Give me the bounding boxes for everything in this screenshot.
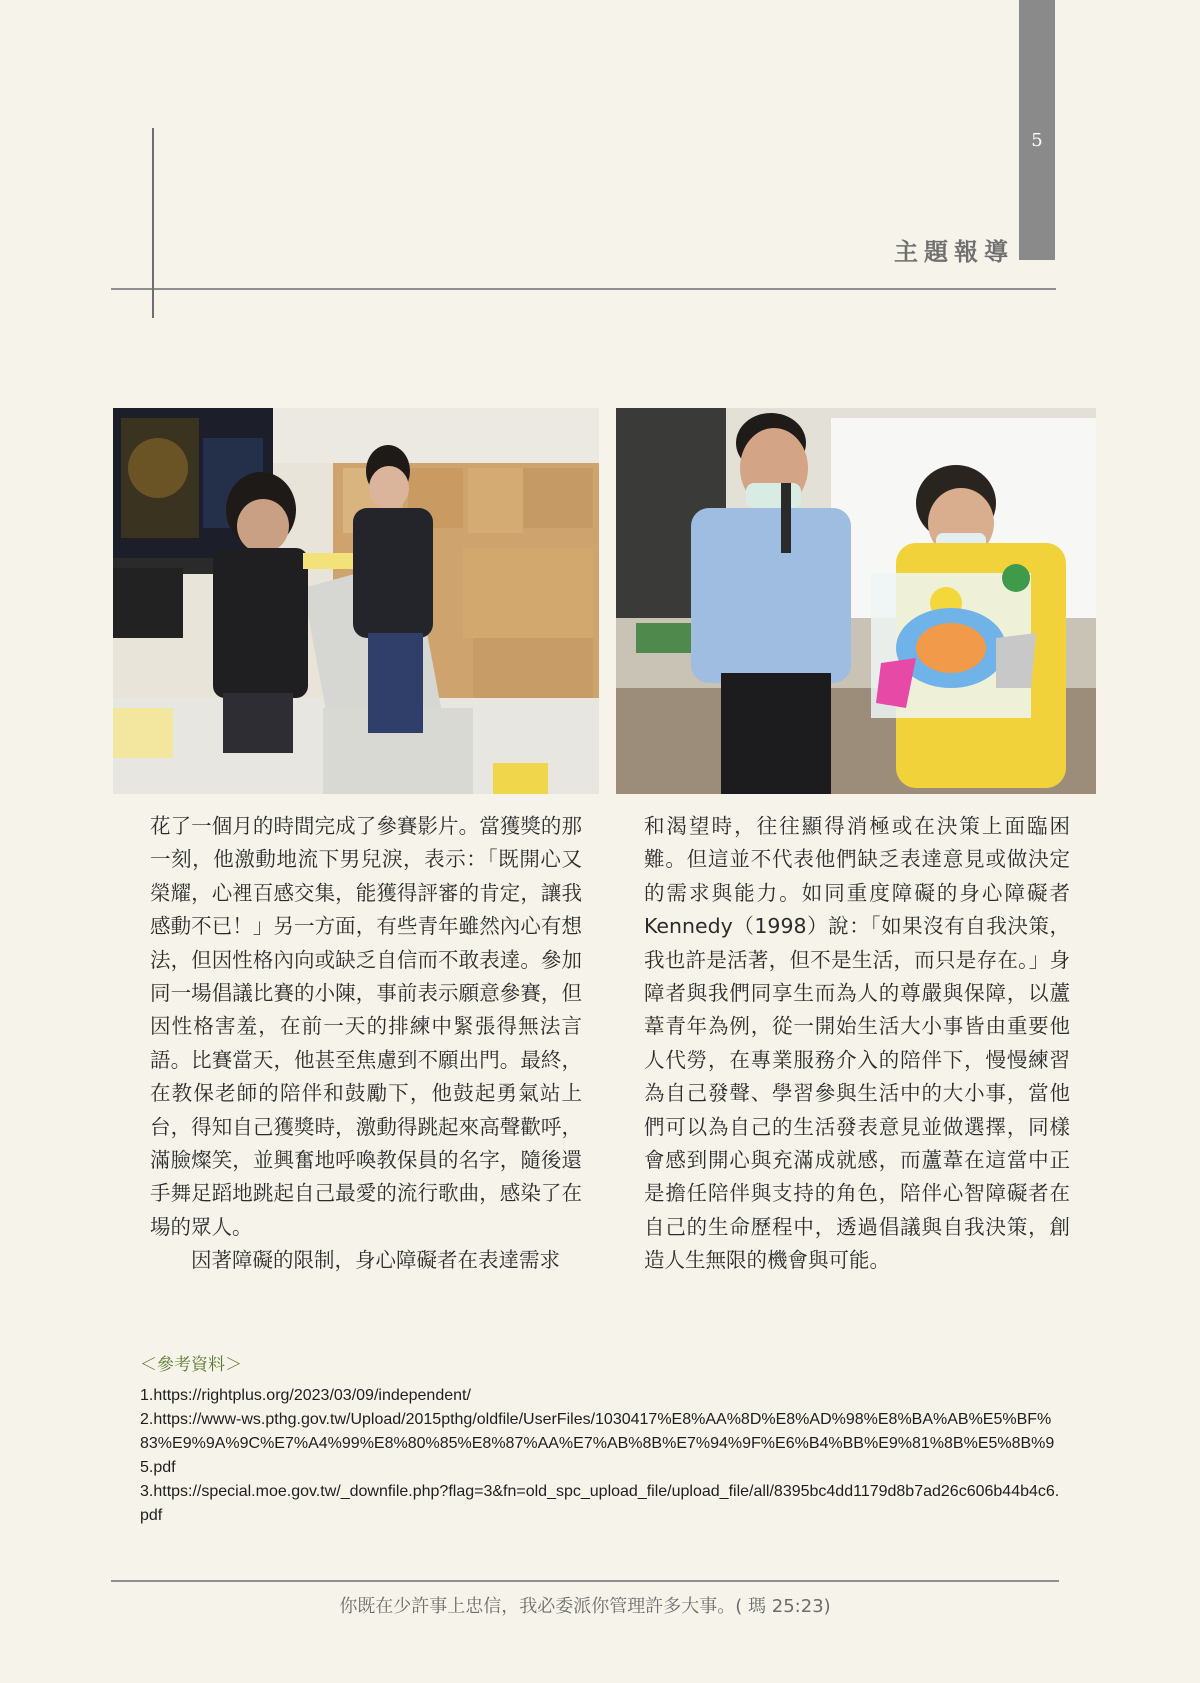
paragraph: 花了一個月的時間完成了參賽影片。當獲獎的那一刻，他激動地流下男兒淚，表示：「既開心又榮耀，心裡百感交集，能獲得評審的肯定，讓我感動不已！」另一方面，有些青年雖然內心有想法，但因性格內向或缺乏自信而不敢表達。參加同一場倡議比賽的小陳，事前表示願意參賽，但因性格害羞，在前一天的排練中緊張得無法言語。比賽當天，他甚至焦慮到不願出門。最終，在教保老師的陪伴和鼓勵下，他鼓起勇氣站上台，得知自己獲獎時，激動得跳起來高聲歡呼，滿臉燦笑，並興奮地呼喚教保員的名字，隨後還手舞足蹈地跳起自己最愛的流行歌曲，感染了在場的眾人。: [150, 814, 582, 1239]
paragraph: 因著障礙的限制，身心障礙者在表達需求: [191, 1248, 560, 1273]
reference-link[interactable]: 2.https://www-ws.pthg.gov.tw/Upload/2015pthg/oldfile/UserFiles/1030417%E8%AA%8D%E8%AD%98%E8%BA%AB%E5%BF%83%E9%9A%9C%E7%A4%99%E8%80%85%E8%87%AA%E7%AB%8B%E7%94%9F%E6%B4%BB%E9%81%8B%E5%8B%95.pdf: [140, 1411, 1055, 1476]
footer-verse: 你既在少許事上忠信，我必委派你管理許多大事。( 瑪 25:23): [339, 1596, 831, 1617]
header-rule: [111, 288, 1056, 290]
body-column-left: [150, 810, 582, 1278]
page-number: 5: [1031, 130, 1043, 151]
references-list: [140, 1384, 1060, 1528]
references-heading: ＜參考資料＞: [140, 1355, 242, 1375]
photo-artwork-presentation: [616, 408, 1096, 794]
reference-link[interactable]: 1.https://rightplus.org/2023/03/09/independent/: [140, 1387, 471, 1404]
section-title: 主題報導: [894, 238, 1014, 266]
reference-link[interactable]: 3.https://special.moe.gov.tw/_downfile.php?flag=3&fn=old_spc_upload_file/upload_file/all/8395bc4dd1179d8b7ad26c606b44b4c6.pdf: [140, 1483, 1060, 1524]
header-vertical-rule: [152, 128, 154, 318]
footer-rule: [111, 1580, 1059, 1582]
photo-award-ceremony: [113, 408, 599, 794]
paragraph: 和渴望時，往往顯得消極或在決策上面臨困難。但這並不代表他們缺乏表達意見或做決定的需求與能力。如同重度障礙的身心障礙者Kennedy（1998）說：「如果沒有自我決策，我也許是活著，但不是生活，而只是存在。」身障者與我們同享生而為人的尊嚴與保障，以蘆葦青年為例，從一開始生活大小事皆由重要他人代勞，在專業服務介入的陪伴下，慢慢練習為自己發聲、學習參與生活中的大小事，當他們可以為自己的生活發表意見並做選擇，同樣會感到開心與充滿成就感，而蘆葦在這當中正是擔任陪伴與支持的角色，陪伴心智障礙者在自己的生命歷程中，透過倡議與自我決策，創造人生無限的機會與可能。: [644, 814, 1070, 1273]
body-column-right: [644, 810, 1070, 1278]
